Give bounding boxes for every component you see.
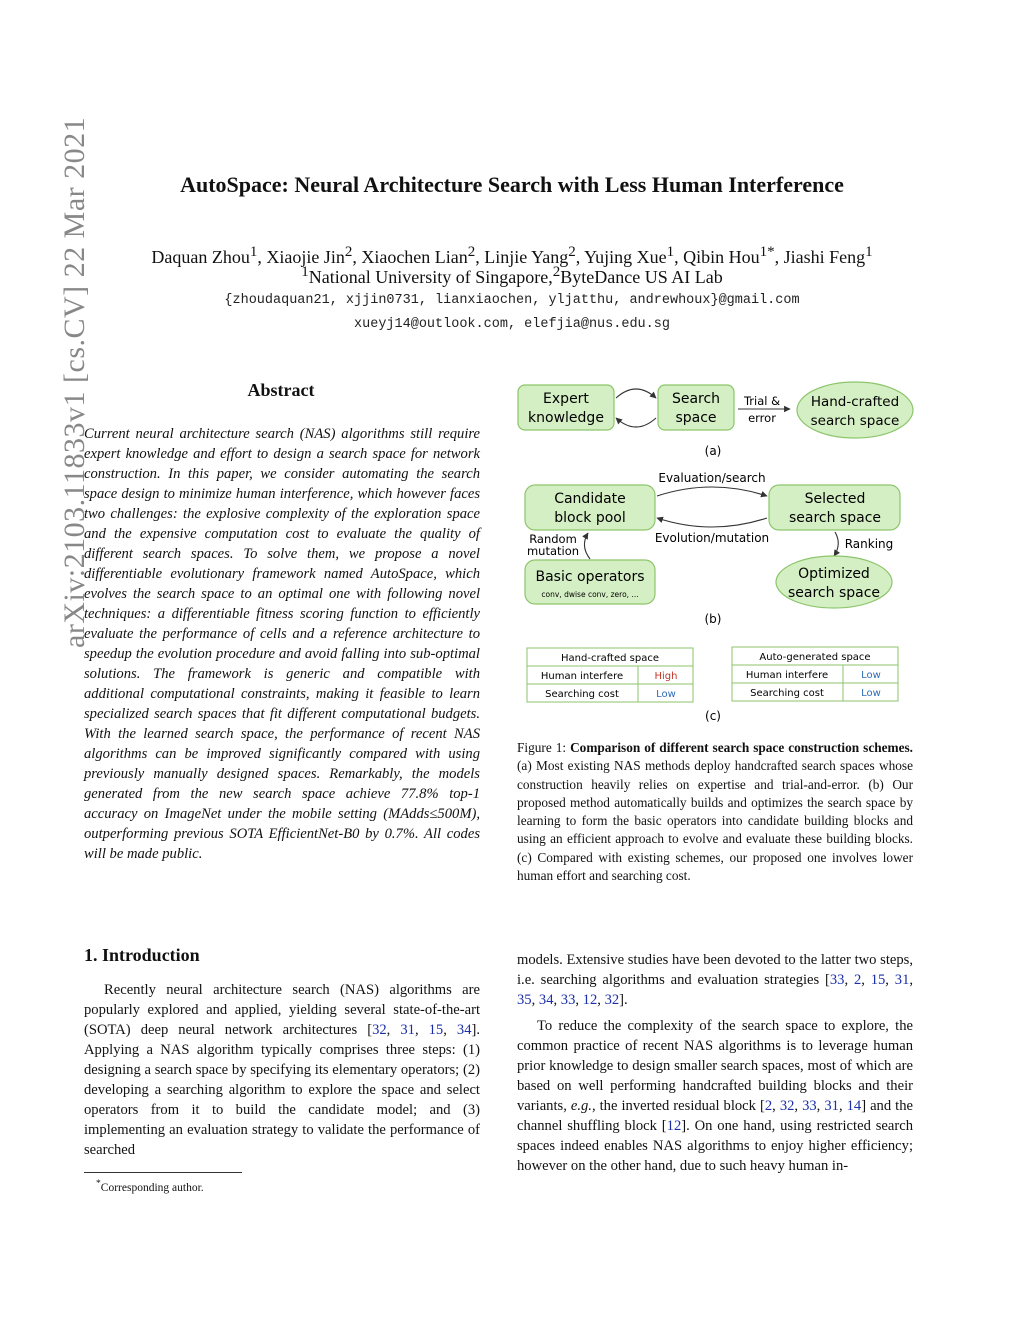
arrow-random-mutation (584, 533, 590, 559)
author-name: Linjie Yang (484, 247, 569, 267)
citation-link[interactable]: 32 (604, 992, 620, 1008)
citation-link[interactable]: 15 (870, 972, 886, 988)
table-left-row2-key: Searching cost (545, 689, 619, 700)
evolution-label: Evolution/mutation (654, 531, 770, 545)
arrow-eval-search (657, 487, 767, 496)
table-left-row2-value: Low (656, 689, 676, 700)
table-autogenerated (732, 647, 898, 701)
author-list: Daquan Zhou$^1$, Xiaojie Jin$^2$, Xiaochen Lian$^2$, Linjie Yang$^2$, Yujing Xue$^1$, Qibin Hou$^{1*}$, Jiashi Feng$^1$ (151, 244, 873, 267)
abstract-body: Current neural architecture search (NAS) algorithms still require expert knowledge and effort to design a search space for network construction. In this paper, we consider automating the search space design to minimize human interference, which however faces two challenges: the explosive complexity of the exploration space and the expensive computation cost to evaluate the quality of different search spaces. To solve them, we propose a novel differentiable evolutionary framework named AutoSpace, which evolves the search space to an optimal one with following novel techniques: a differentiable fitness scoring function to efficiently evaluate the performance of cells and a reference architecture to speedup the evolution procedure and avoid falling into sub-optimal solutions. The framework is generic and compatible with additional computational constraints, making it feasible to learn specialized search spaces that fit different computational budgets. With the learned search space, the performance of recent NAS algorithms can be improved significantly compared with using previously manually designed spaces. Remarkably, the models generated from the new search space achieve 77.8% top-1 accuracy on ImageNet under the mobile setting (MAdds≤500M), outperforming previous SOTA EfficientNet-B0 by 0.7%. All codes will be made public. (84, 426, 480, 862)
citation-link[interactable]: 33 (829, 972, 845, 988)
intro-right-p2-d: ]. On one hand, using restricted search spaces indeed enables NAS algorithms to enjoy higher efficiency; however on the other hand, due to such heavy human in- (517, 1118, 913, 1174)
author-affil-sup: 1 (249, 244, 258, 260)
affil-2: ByteDance US AI Lab (560, 267, 723, 287)
table-right-row2-value: Low (861, 688, 881, 699)
optimized-line2: search space (787, 585, 881, 601)
author-affil-sup: 2 (568, 244, 576, 260)
citation-link[interactable]: 31 (824, 1098, 839, 1114)
figure-1 (514, 376, 918, 728)
search-line1: Search (671, 391, 721, 407)
arrow-evolution (657, 518, 767, 527)
table-left-row1-value: High (654, 671, 678, 682)
citation-link[interactable]: 12 (582, 992, 598, 1008)
table-right-header: Auto-generated space (759, 652, 871, 663)
citation-link[interactable]: 34 (538, 992, 554, 1008)
trial-line1: Trial & (743, 394, 781, 408)
intro-left-text-2: ]. Applying a NAS algorithm typically comprises three steps: (1) designing a search space by specifying its elementary operators; (2) developing a searching algorithm to explore the space and select operators from it to build the candidate model; and (3) implementing an evaluation strategy to validate the performance of searched (84, 1022, 481, 1158)
author-name: Yujing Xue (584, 247, 667, 267)
label-b: (b) (704, 612, 722, 626)
email-line-2: xueyj14@outlook.com, elefjia@nus.edu.sg (354, 317, 670, 332)
label-a: (a) (704, 444, 722, 458)
basic-operators-sub: conv, dwise conv, zero, ... (541, 590, 639, 599)
handcrafted-line1: Hand-crafted (810, 394, 900, 410)
random-line1: Random (529, 532, 577, 546)
author-affil-sup: 1 (865, 244, 873, 260)
intro-right-p2-b: , the inverted residual block [ (591, 1098, 765, 1114)
table-right-row1-value: Low (861, 670, 881, 681)
citation-link[interactable]: 2 (764, 1098, 773, 1114)
intro-right-p2-a: To reduce the complexity of the search space to explore, the common practice of recent NAS algorithms is to leverage human prior knowledge to design smaller search spaces, most of which are based on well performing handcrafted building blocks and their variants, (517, 1018, 913, 1114)
caption-prefix: Figure 1: (517, 740, 567, 755)
intro-right-column: models. Extensive studies have been devoted to the latter two steps, i.e. searching algorithms and evaluation strategies [33, 2, 15, 31, 35, 34, 33, 12, 32]. To reduce the complexity of the search space to explore, the common practice of recent NAS algorithms is to leverage human prior knowledge to design smaller search spaces, most of which are based on well performing handcrafted building blocks and their variants, e.g., the inverted residual block [2, 32, 33, 31, 14] and the channel shuffling block [12]. On one hand, using restricted search spaces indeed enables NAS algorithms to enjoy higher efficiency; however on the other hand, due to such heavy human in- (517, 952, 914, 1174)
email-line-1: {zhoudaquan21, xjjin0731, lianxiaochen, yljatthu, andrewhoux}@gmail.com (224, 293, 800, 308)
citation-link[interactable]: 31 (400, 1022, 415, 1038)
arrow-expert-to-search (616, 389, 656, 398)
author-name: Qibin Hou (683, 247, 760, 267)
citation-link[interactable]: 33 (560, 992, 576, 1008)
author-name: Xiaojie Jin (266, 247, 345, 267)
eg-abbrev: e.g. (570, 1098, 592, 1114)
author-name: Jiashi Feng (783, 247, 866, 267)
selected-line2: search space (788, 510, 882, 526)
author-name: Daquan Zhou (151, 247, 250, 267)
citation-link[interactable]: 33 (802, 1098, 817, 1114)
citation-link[interactable]: 14 (846, 1098, 862, 1114)
author-affil-sup: 1* (759, 244, 775, 260)
affil-1: National University of Singapore, (308, 267, 553, 287)
footnote-text: Corresponding author. (100, 1181, 204, 1194)
caption-bold: Comparison of different search space construction schemes. (570, 740, 913, 755)
selected-line1: Selected (804, 491, 866, 507)
author-name: Xiaochen Lian (361, 247, 468, 267)
arrow-search-to-expert (616, 418, 656, 427)
caption-text: (a) Most existing NAS methods deploy handcrafted search spaces whose construction heavily relies on expertise and trial-and-error. (b) Our proposed method automatically builds and optimizes the search space by learning to form the basic operators into candidate building blocks and using an efficient approach to evolve and evaluate these building blocks. (c) Compared with existing schemes, our proposed one involves lower human effort and searching cost. (517, 758, 913, 884)
author-affil-sup: 2 (344, 244, 353, 260)
citation-group: 33, 2, 15, 31, 35, 34, 33, 12, 32 (517, 972, 914, 1008)
citation-link[interactable]: 31 (894, 972, 910, 988)
paper-title: AutoSpace: Neural Architecture Search with Less Human Interference (180, 172, 844, 197)
intro-left-column: Recently neural architecture search (NAS) algorithms are popularly explored and applied, yielding several state-of-the-art (SOTA) deep neural network architectures [32, 31, 15, 34]. Applying a NAS algorithm typically comprises three steps: (1) designing a search space by specifying its elementary operators; (2) developing a searching algorithm to explore the space and select operators from it to build the candidate model; and (3) implementing an evaluation strategy to validate the performance of searched (84, 982, 481, 1158)
handcrafted-line2: search space (810, 413, 900, 429)
abstract-heading: Abstract (247, 380, 315, 400)
table-handcrafted (527, 648, 693, 702)
candidate-line2: block pool (554, 510, 626, 526)
figure-caption (517, 739, 913, 885)
citation-link[interactable]: 12 (666, 1118, 682, 1134)
section-heading-introduction: 1. Introduction (84, 945, 200, 965)
basic-operators-label: Basic operators (535, 569, 645, 585)
arxiv-identifier: arXiv:2103.11833v1 [cs.CV] 22 Mar 2021 (58, 116, 91, 648)
author-affil-sup: 2 (467, 244, 476, 260)
footnote-divider (84, 1172, 242, 1173)
random-line2: mutation (526, 544, 580, 558)
table-left-row1-key: Human interfere (540, 671, 624, 682)
eval-search-label: Evaluation/search (658, 471, 766, 485)
handcrafted-ellipse (797, 382, 913, 438)
table-right-row1-key: Human interfere (745, 670, 829, 681)
citation-link[interactable]: 32 (779, 1098, 795, 1114)
optimized-line1: Optimized (798, 566, 870, 582)
footnote (96, 1178, 204, 1194)
intro-right-p1-text: models. Extensive studies have been devoted to the latter two steps, i.e. searching algorithms and evaluation strategies [ (517, 952, 913, 988)
citation-link[interactable]: 15 (428, 1022, 444, 1038)
citation-link[interactable]: 35 (517, 992, 532, 1008)
citation-link[interactable]: 34 (456, 1022, 472, 1038)
table-right-row2-key: Searching cost (750, 688, 824, 699)
candidate-line1: Candidate (554, 491, 626, 507)
expert-line1: Expert (543, 391, 589, 407)
author-affil-sup: 1 (666, 244, 675, 260)
intro-left-text-1: Recently neural architecture search (NAS) algorithms are popularly explored and applied, yielding several state-of-the-art (SOTA) deep neural network architectures [ (84, 982, 480, 1038)
table-left-header: Hand-crafted space (561, 653, 659, 664)
trial-line2: error (748, 411, 776, 425)
ranking-label: Ranking (844, 537, 894, 551)
arrow-ranking (834, 532, 838, 556)
affiliations (0, 264, 1024, 288)
footnote-mark: * (96, 1178, 101, 1189)
search-line2: space (675, 410, 717, 426)
label-c: (c) (705, 709, 721, 723)
citation-group: 2, 32, 33, 31, 14 (764, 1098, 862, 1114)
affil-sup-2: 2 (552, 264, 561, 280)
citation-link[interactable]: 32 (372, 1022, 387, 1038)
citation-link[interactable]: 2 (853, 972, 862, 988)
intro-right-p2-c: ] and the channel shuffling block [ (517, 1098, 914, 1134)
expert-line2: knowledge (528, 410, 604, 426)
affil-sup-1: 1 (301, 264, 309, 280)
